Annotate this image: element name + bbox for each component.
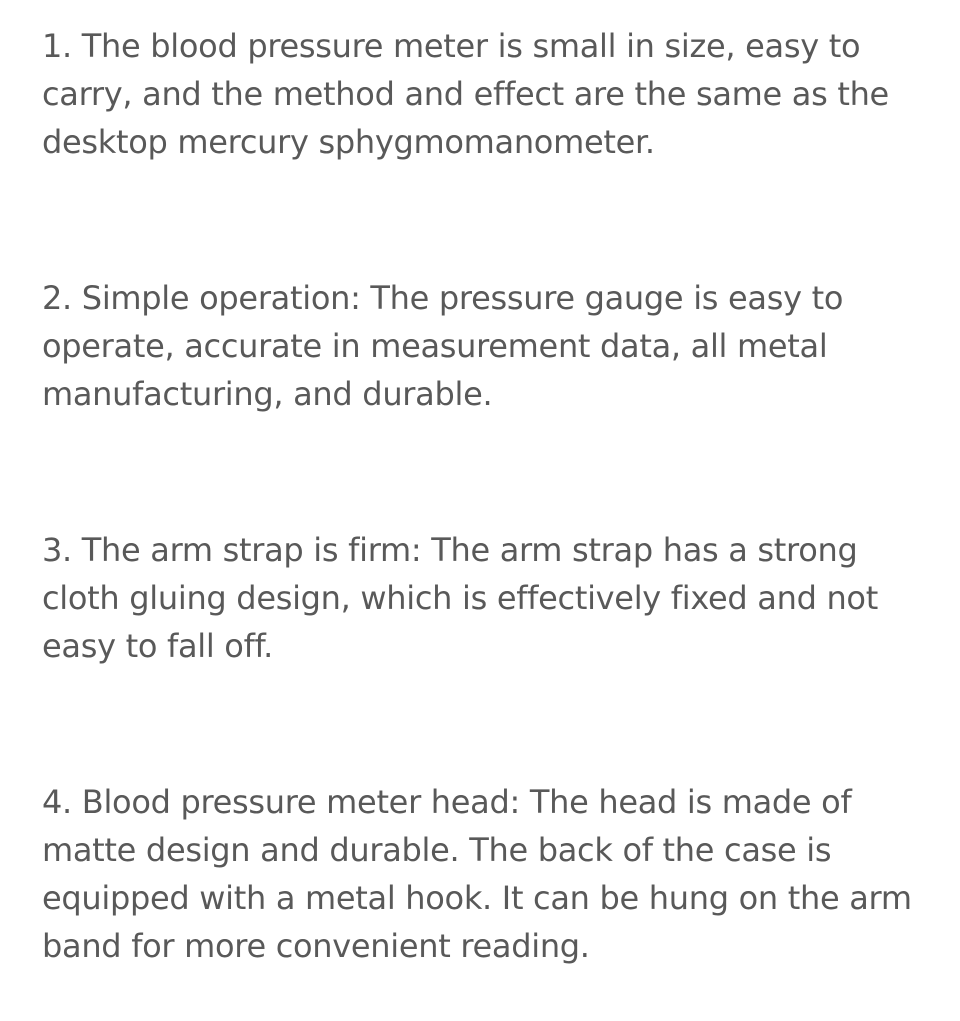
feature-item-4: 4. Blood pressure meter head: The head is made of matte design and durable. The back of the case is equipped with a metal hook. It can be hung on the arm band for more convenient reading. xyxy=(42,783,912,965)
feature-list xyxy=(42,22,922,970)
feature-item-2: 2. Simple operation: The pressure gauge is easy to operate, accurate in measurement data, all metal manufacturing, and durable. xyxy=(42,279,844,413)
feature-item-3: 3. The arm strap is firm: The arm strap has a strong cloth gluing design, which is effectively fixed and not easy to fall off. xyxy=(42,531,878,665)
feature-item-1: 1. The blood pressure meter is small in size, easy to carry, and the method and effect are the same as the desktop mercury sphygmomanometer. xyxy=(42,27,889,161)
